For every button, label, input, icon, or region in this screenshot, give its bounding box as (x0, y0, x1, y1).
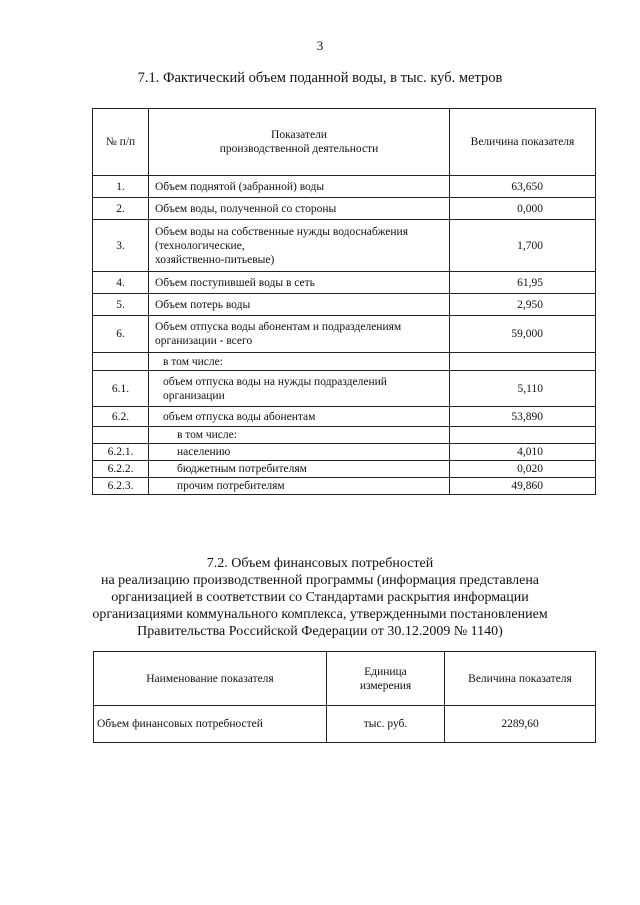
header-unit (327, 652, 445, 706)
row-indicator-line: в том числе: (163, 355, 223, 368)
row-indicator (149, 220, 450, 272)
row-indicator (149, 478, 450, 495)
section-7-1-title: 7.1. Фактический объем поданной воды, в тыс. куб. метров (137, 70, 503, 86)
row-indicator (149, 407, 450, 427)
row-number: 6.2.2. (93, 461, 149, 478)
water-volume-rows (93, 176, 596, 495)
table-row (93, 371, 596, 407)
section-7-2-title-line: 7.2. Объем финансовых потребностей (206, 556, 434, 571)
row-number (93, 427, 149, 444)
row-number: 6. (93, 316, 149, 353)
row-unit: тыс. руб. (327, 706, 445, 743)
financial-needs-table (93, 651, 596, 743)
row-indicator-line: Объем потерь воды (155, 298, 251, 311)
row-indicator-line: организации - всего (155, 335, 253, 347)
section-7-2-title (40, 555, 600, 640)
row-value (450, 353, 596, 371)
header-value: Величина показателя (450, 109, 596, 176)
row-indicator (149, 444, 450, 461)
table-row (93, 176, 596, 198)
table-row (93, 478, 596, 495)
table-row (93, 294, 596, 316)
row-number: 5. (93, 294, 149, 316)
row-indicator-line: Объем поднятой (забранной) воды (155, 180, 325, 193)
table-row (93, 444, 596, 461)
row-indicator-line: Объем отпуска воды абонентам и подразделениям (155, 321, 402, 333)
row-value: 63,650 (450, 176, 596, 198)
section-7-2-title-line: организациями коммунального комплекса, утвержденными постановлением (92, 607, 548, 622)
row-value: 4,010 (450, 444, 596, 461)
table-header-row (94, 652, 596, 706)
row-indicator (149, 272, 450, 294)
row-value: 5,110 (450, 371, 596, 407)
table-header-row (93, 109, 596, 176)
row-value: 2,950 (450, 294, 596, 316)
row-number: 6.2.1. (93, 444, 149, 461)
row-indicator-line: хозяйственно-питьевые) (155, 253, 275, 266)
header-unit-line2: измерения (359, 679, 412, 692)
row-indicator-line: Объем воды, полученной со стороны (155, 202, 337, 215)
row-name: Объем финансовых потребностей (94, 706, 327, 743)
section-7-2-title-line: Правительства Российской Федерации от 30.12.2009 № 1140) (137, 624, 503, 639)
header-indicator-name: Наименование показателя (94, 652, 327, 706)
section-7-2-title-line: на реализацию производственной программы (информация представлена (100, 573, 540, 588)
row-indicator-line: (технологические, (155, 239, 245, 252)
row-indicator (149, 353, 450, 371)
row-number: 6.2.3. (93, 478, 149, 495)
row-value: 0,000 (450, 198, 596, 220)
row-indicator (149, 316, 450, 353)
row-indicator-line: объем отпуска воды на нужды подразделений (163, 375, 387, 388)
row-indicator (149, 198, 450, 220)
row-number: 1. (93, 176, 149, 198)
row-number (93, 353, 149, 371)
table-row (93, 220, 596, 272)
row-number: 2. (93, 198, 149, 220)
row-value: 2289,60 (445, 706, 596, 743)
table-row (93, 353, 596, 371)
header-number: № п/п (93, 109, 149, 176)
header-value: Величина показателя (445, 652, 596, 706)
table-row (93, 198, 596, 220)
row-indicator (149, 176, 450, 198)
row-number: 6.2. (93, 407, 149, 427)
table-row (93, 316, 596, 353)
header-indicator-line1: Показатели (271, 129, 327, 141)
section-7-2-title-line: организацией в соответствии со Стандартами раскрытия информации (111, 590, 529, 605)
row-indicator-line: объем отпуска воды абонентам (163, 410, 316, 423)
table-row (93, 272, 596, 294)
row-indicator-line: прочим потребителям (177, 480, 285, 492)
row-number: 4. (93, 272, 149, 294)
row-indicator (149, 371, 450, 407)
row-indicator (149, 427, 450, 444)
row-indicator-line: организации (163, 389, 225, 402)
row-indicator-line: Объем воды на собственные нужды водоснабжения (155, 225, 408, 238)
header-indicator-line2: производственной деятельности (219, 143, 379, 155)
table-row (93, 461, 596, 478)
row-number: 6.1. (93, 371, 149, 407)
row-indicator (149, 294, 450, 316)
row-value: 49,860 (450, 478, 596, 495)
table-row (94, 706, 596, 743)
row-indicator-line: бюджетным потребителям (177, 463, 307, 475)
row-indicator-line: в том числе: (177, 429, 237, 441)
row-indicator-line: Объем поступившей воды в сеть (155, 276, 315, 289)
table-row (93, 427, 596, 444)
row-value: 0,020 (450, 461, 596, 478)
water-volume-table (92, 108, 596, 495)
row-indicator (149, 461, 450, 478)
row-value: 59,000 (450, 316, 596, 353)
table-row (93, 407, 596, 427)
row-indicator-line: населению (177, 446, 231, 458)
page-number: 3 (316, 38, 324, 53)
header-unit-line1: Единица (364, 665, 407, 678)
header-indicator (149, 109, 450, 176)
row-value: 1,700 (450, 220, 596, 272)
row-value (450, 427, 596, 444)
row-value: 61,95 (450, 272, 596, 294)
row-value: 53,890 (450, 407, 596, 427)
row-number: 3. (93, 220, 149, 272)
